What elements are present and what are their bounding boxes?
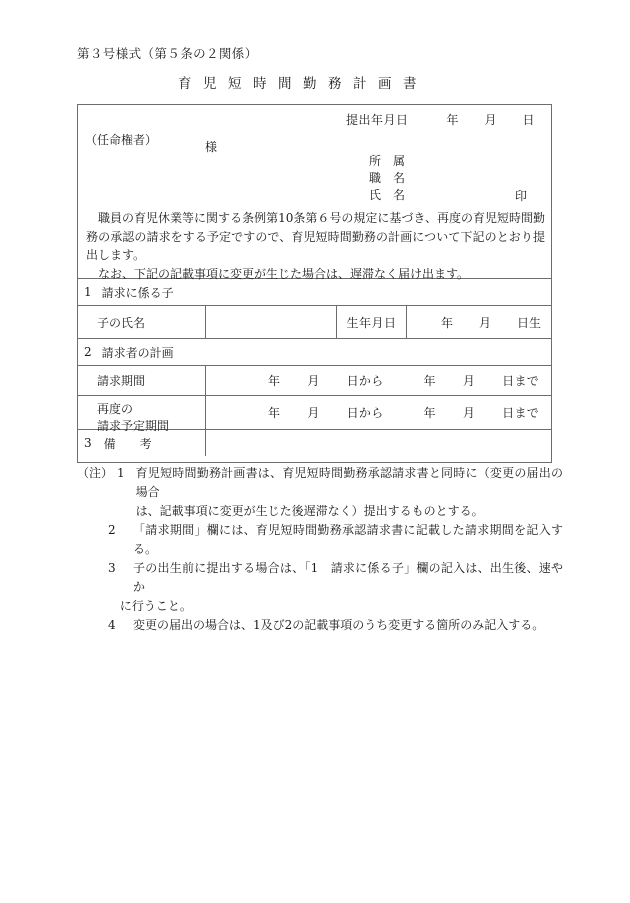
reapply-period-label	[78, 396, 206, 433]
statement-paragraph-1: 職員の育児休業等に関する条例第10条第６号の規定に基づき、再度の育児短時間勤務の承認の請求をする予定ですので、育児短時間勤務の計画について下記のとおり提出します。	[86, 211, 545, 262]
request-period-to-year: 年	[423, 374, 436, 388]
child-dob-value[interactable]	[407, 306, 551, 338]
statement-block	[86, 209, 545, 283]
reapply-period-row	[78, 395, 551, 433]
note-4-text: 変更の届出の場合は、1及び2の記載事項のうち変更する箇所のみ記入する。	[133, 618, 545, 632]
child-dob-month-unit: 月	[479, 315, 492, 330]
name-label: 氏 名	[369, 188, 406, 202]
remarks-number: 3	[84, 436, 92, 450]
affiliation-row	[369, 153, 405, 170]
submission-date-label: 提出年月日	[346, 113, 409, 127]
section-plan-title: 請求者の計画	[101, 345, 174, 360]
child-dob-label: 生年月日	[337, 306, 407, 338]
request-period-to-day: 日まで	[502, 374, 540, 388]
seal-mark: 印	[515, 189, 528, 203]
reapply-period-from-day: 日から	[346, 406, 384, 420]
reapply-period-from-month: 月	[307, 406, 320, 420]
reapply-period-to-day: 日まで	[502, 406, 540, 420]
reapply-period-from-year: 年	[268, 406, 281, 420]
note-item-1	[77, 464, 563, 521]
request-period-row	[78, 365, 551, 395]
submission-year-unit: 年	[446, 113, 459, 127]
remarks-title-cell	[78, 430, 206, 456]
note-1-continuation: は、記載事項に変更が生じた後遅滞なく）提出するものとする。	[135, 504, 484, 518]
name-row	[369, 187, 405, 204]
document-title: 育児短時間勤務計画書	[178, 76, 428, 92]
section-plan-header	[78, 338, 551, 365]
note-2-body	[133, 521, 563, 559]
note-1-marker	[77, 464, 125, 521]
appointer-label: （任命権者）	[85, 133, 158, 147]
reapply-period-label-line1: 再度の	[97, 402, 134, 416]
note-3-number: 3	[108, 561, 116, 575]
form-table	[77, 104, 552, 463]
remarks-row	[78, 429, 551, 462]
request-period-from-year: 年	[268, 374, 281, 388]
section-child-title: 請求に係る子	[101, 285, 174, 300]
reapply-period-label-line2: 請求予定期間	[97, 419, 170, 433]
reapply-period-value[interactable]	[206, 396, 551, 429]
affiliation-label: 所 属	[369, 154, 406, 168]
statement-paragraph-2: なお、下記の記載事項に変更が生じた場合は、遅滞なく届け出ます。	[98, 266, 470, 281]
section-plan-number: 2	[84, 345, 92, 359]
position-row	[369, 170, 405, 187]
child-name-row	[78, 305, 551, 338]
note-4-body	[133, 616, 563, 635]
submission-date-field	[346, 111, 535, 128]
note-1-text: 育児短時間勤務計画書は、育児短時間勤務承認請求書と同時に（変更の届出の場合	[135, 466, 563, 499]
form-number: 第３号様式（第５条の２関係）	[77, 46, 258, 61]
submission-month-unit: 月	[484, 113, 497, 127]
request-period-to-month: 月	[462, 374, 476, 388]
child-name-value[interactable]	[206, 306, 337, 338]
request-period-label: 請求期間	[78, 366, 206, 395]
submitter-fields	[369, 153, 405, 204]
note-1-number: 1	[117, 466, 125, 480]
note-2-number: 2	[108, 523, 116, 537]
child-dob-year-unit: 年	[441, 315, 454, 330]
child-dob-day-unit: 日生	[517, 315, 542, 330]
note-3-body	[119, 559, 563, 616]
reapply-period-to-year: 年	[423, 406, 436, 420]
note-4-number: 4	[108, 618, 116, 632]
note-item-3	[77, 559, 563, 616]
remarks-title: 備 考	[103, 436, 158, 451]
child-name-label: 子の氏名	[78, 306, 206, 338]
request-period-value[interactable]	[206, 366, 551, 395]
note-2-text: 「請求期間」欄には、育児短時間勤務承認請求書に記載した請求期間を記入する。	[133, 523, 563, 556]
honorific-label: 様	[205, 140, 218, 154]
reapply-period-to-month: 月	[462, 406, 476, 420]
note-3-continuation: に行うこと。	[119, 599, 192, 613]
note-item-2	[77, 521, 563, 559]
remarks-value[interactable]	[206, 430, 551, 462]
note-1-body	[136, 464, 563, 521]
submission-day-unit: 日	[522, 113, 535, 127]
request-period-from-month: 月	[307, 374, 320, 388]
submitter-block	[78, 105, 551, 281]
notes-block	[77, 464, 563, 635]
position-label: 職 名	[369, 171, 406, 185]
note-item-4	[77, 616, 563, 635]
request-period-from-day: 日から	[346, 374, 384, 388]
notes-prefix: （注）	[77, 466, 114, 480]
note-3-text: 子の出生前に提出する場合は、「1 請求に係る子」欄の記入は、出生後、速やか	[133, 561, 563, 594]
section-plan-title-cell	[78, 339, 551, 365]
section-child-number: 1	[84, 285, 92, 299]
